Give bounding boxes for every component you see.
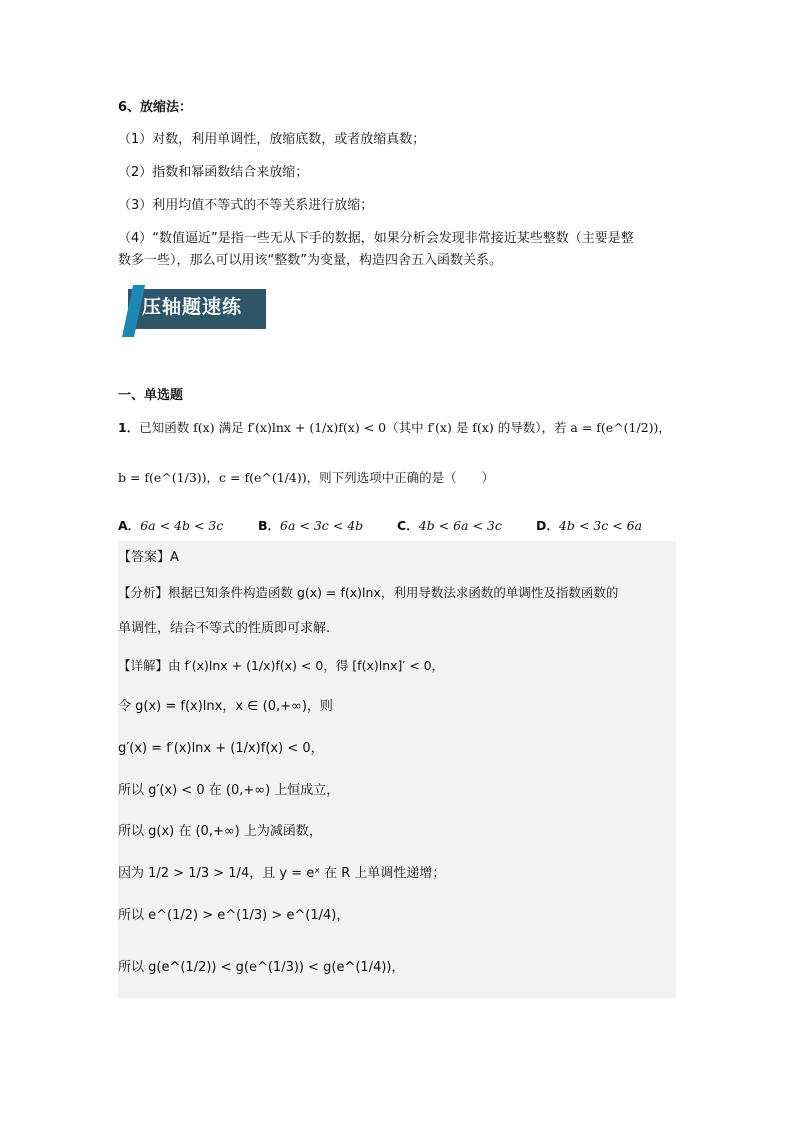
option-c[interactable] bbox=[397, 516, 502, 536]
list-item: （3）利用均值不等式的不等关系进行放缩； bbox=[118, 198, 374, 213]
section-banner bbox=[122, 285, 266, 337]
detail-line2: 令 g(x) = f(x)lnx，x ∈ (0,+∞)，则 bbox=[118, 699, 333, 714]
option-d[interactable] bbox=[536, 516, 642, 536]
detail-line1: 【详解】由 f′(x)lnx + (1/x)f(x) < 0，得 [f(x)lnx]′ < 0， bbox=[118, 658, 445, 673]
option-label: B． bbox=[258, 518, 281, 533]
option-label: A． bbox=[118, 518, 141, 533]
list-item: （1）对数，利用单调性，放缩底数，或者放缩真数； bbox=[118, 132, 426, 147]
section-heading: 6、放缩法： bbox=[118, 100, 193, 115]
detail-line3: g′(x) = f′(x)lnx + (1/x)f(x) < 0， bbox=[118, 741, 324, 756]
analysis-line2: 单调性，结合不等式的性质即可求解. bbox=[118, 621, 331, 636]
option-text: 6a < 4b < 3c bbox=[140, 518, 224, 533]
question-number: 1． bbox=[118, 420, 140, 435]
option-b[interactable] bbox=[258, 516, 363, 536]
option-label: C． bbox=[397, 518, 419, 533]
question-stem-line1 bbox=[118, 418, 671, 438]
list-item: （2）指数和幂函数结合来放缩； bbox=[118, 165, 309, 180]
detail-line6: 因为 1/2 > 1/3 > 1/4，且 y = eˣ 在 R 上单调性递增； bbox=[118, 866, 446, 881]
detail-line4: 所以 g′(x) < 0 在 (0,+∞) 上恒成立， bbox=[118, 783, 340, 798]
answer-line: 【答案】A bbox=[118, 550, 179, 565]
detail-line5: 所以 g(x) 在 (0,+∞) 上为减函数， bbox=[118, 824, 322, 839]
list-item: 数多一些），那么可以用该“整数”为变量，构造四舍五入函数关系。 bbox=[118, 253, 502, 268]
banner-label: 压轴题速练 bbox=[142, 296, 243, 318]
detail-line7: 所以 e^(1/2) > e^(1/3) > e^(1/4)， bbox=[118, 908, 350, 923]
detail-line8: 所以 g(e^(1/2)) < g(e^(1/3)) < g(e^(1/4))， bbox=[118, 960, 405, 975]
part-heading: 一、单选题 bbox=[118, 388, 184, 403]
option-text: 6a < 3c < 4b bbox=[280, 518, 364, 533]
solution-block bbox=[118, 541, 676, 998]
question-stem-text: 已知函数 f(x) 满足 f′(x)lnx + (1/x)f(x) < 0（其中 f′(x) 是 f(x) 的导数），若 a = f(e^(1/2))， bbox=[139, 420, 671, 435]
analysis-line1: 【分析】根据已知条件构造函数 g(x) = f(x)lnx，利用导数法求函数的单调性及指数函数的 bbox=[118, 585, 619, 600]
option-text: 4b < 6a < 3c bbox=[418, 518, 502, 533]
option-a[interactable] bbox=[118, 516, 223, 536]
option-label: D． bbox=[536, 518, 559, 533]
option-text: 4b < 3c < 6a bbox=[558, 518, 643, 533]
list-item: （4）“数值逼近”是指一些无从下手的数据，如果分析会发现非常接近某些整数（主要是整 bbox=[118, 231, 634, 246]
question-stem-line2: b = f(e^(1/3))，c = f(e^(1/4))，则下列选项中正确的是（ ） bbox=[118, 470, 495, 485]
